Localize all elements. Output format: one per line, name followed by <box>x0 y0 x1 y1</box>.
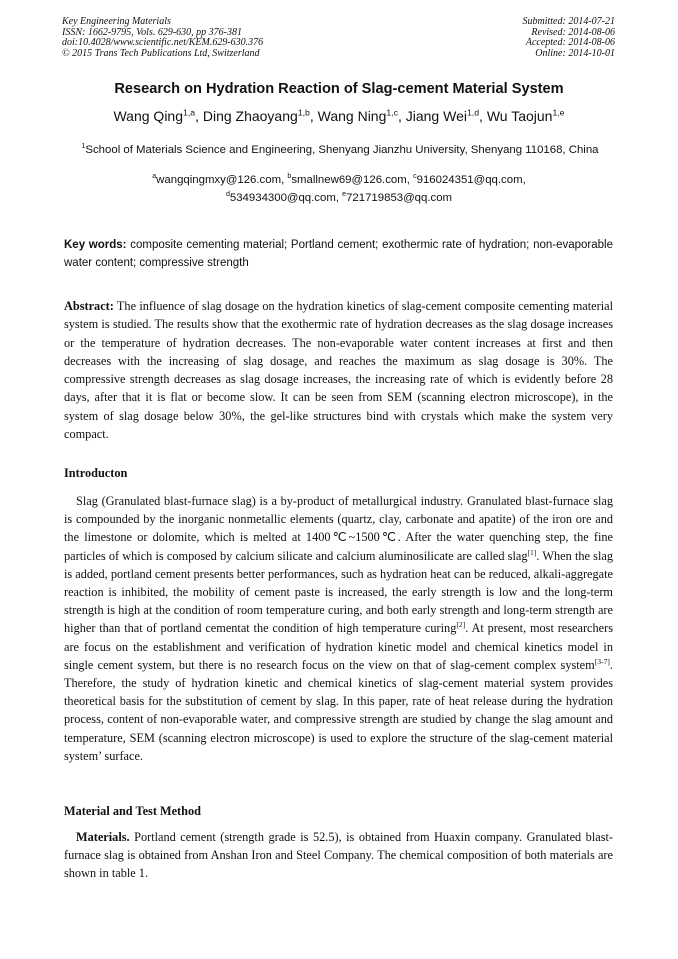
author-separator: , <box>309 107 318 124</box>
submitted-date: Submitted: 2014-07-21 <box>522 16 615 27</box>
email-sup: e <box>342 191 347 198</box>
author-sup: 1,a <box>183 107 196 117</box>
email-line <box>0 173 678 186</box>
dates-info <box>523 17 616 59</box>
author-name: Wang Ning <box>317 107 387 124</box>
abstract <box>64 297 613 443</box>
section-heading-introduction: Introducton <box>64 466 128 480</box>
paper-title: Research on Hydration Reaction of Slag-cement Material System <box>114 81 564 97</box>
email-separator: , <box>281 173 288 186</box>
affiliation-sup: 1 <box>81 143 86 150</box>
email-address: 721719853@qq.com <box>346 191 453 204</box>
journal-info <box>62 17 263 59</box>
abstract-text: The influence of slag dosage on the hydration kinetics of slag-cement composite cementing material system is studied. The results show that the exothermic rate of hydration decreases as the slag dosage increases or the temperature of hydration decreases. The non-evaporable water content increases at first and then decreases with the increasing of slag dosage, and reaches the maximum as slag dosage is 30%. The compressive strength decreases as slag dosage increases, the increasing rate of which is evidently before 28 days, after that it is flat or become slow. It can be seen from SEM (scanning electron microscope), in the system of slag dosage below 30%, the gel-like structures bind with crystals which make the system very compact. <box>64 299 613 442</box>
introduction-paragraph <box>64 492 613 765</box>
paragraph-text: . When the slag is added, portland cement presents better performances, such as hydration heat can be reduced, alkali-aggregate reaction is inhibited, the mobility of cement paste is increased, the early strength is low and the long-term strength is high at the condition of room temperature curing, and both early strength and long-term strength are higher than that of portland cementat the condition of high temperature curing <box>64 548 613 636</box>
author <box>113 108 202 124</box>
email-address: 534934300@qq.com <box>229 191 336 204</box>
email-separator: , <box>406 173 414 186</box>
citation: [1] <box>527 547 537 557</box>
online-date: Online: 2014-10-01 <box>535 47 615 59</box>
section-heading-materials: Material and Test Method <box>64 804 201 818</box>
email-separator: , <box>335 191 343 204</box>
citation: [2] <box>456 620 466 630</box>
author <box>203 108 318 124</box>
keywords-label: Key words: <box>64 239 127 251</box>
keywords <box>64 236 613 272</box>
author-separator: , <box>195 107 203 124</box>
email-sup: a <box>152 173 157 180</box>
keywords-text: composite cementing material; Portland cement; exothermic rate of hydration; non-evaporable water content; compressive strength <box>64 239 613 269</box>
author-separator: , <box>397 107 406 124</box>
paragraph-text: Portland cement (strength grade is 52.5), is obtained from Huaxin company. Granulated blast-furnace slag is obtained from Anshan Iron and Steel Company. The chemical composition of both materials are shown in table 1. <box>64 830 614 881</box>
email-sup: c <box>413 173 417 180</box>
email-separator: , <box>522 173 526 186</box>
citation: [3-7] <box>594 656 610 666</box>
author-list <box>0 107 678 124</box>
copyright-line: © 2015 Trans Tech Publications Ltd, Switzerland <box>62 47 260 59</box>
materials-paragraph <box>64 828 613 883</box>
doi-line: doi:10.4028/www.scientific.net/KEM.629-630.376 <box>62 37 264 48</box>
author <box>487 108 565 124</box>
paragraph-text: . Therefore, the study of hydration kinetic and chemical kinetics of slag-cement material system provides theoretical basis for the substitution of cement by slag. In this paper, rate of heat release during the hydration process, content of non-evaporable water, and compressive strength are studied by change the slag amount and temperature, SEM (scanning electron microscope) is used to explore the structure of the slag-cement material system’ surface. <box>64 657 613 763</box>
materials-label: Materials. <box>76 830 130 844</box>
abstract-label: Abstract: <box>64 299 114 313</box>
affiliation <box>80 138 600 159</box>
author-sup: 1,c <box>386 107 398 117</box>
author-name: Wang Qing <box>113 107 183 124</box>
author-name: Ding Zhaoyang <box>202 107 298 124</box>
revised-date: Revised: 2014-08-06 <box>531 26 615 38</box>
paragraph-text: . At present, most researchers are focus on the establishment and verification of hydration kinetic model and chemical kinetics model in single cement system, but there is no research focus on the view on that of slag-cement complex system <box>64 621 613 672</box>
paragraph-text: Slag (Granulated blast-furnace slag) is a by-product of metallurgical industry. Granulated blast-furnace slag is compounded by the inorganic nonmetallic elements (quartz, clay, carbonate and apatite) of the iron ore and the limestone or dolomite, which is melted at 1400℃~1500℃. After the water quenching step, the fine particles of which is composed by calcium silicate and calcium aluminosilicate are called slag <box>64 494 613 563</box>
author <box>406 108 487 124</box>
author-sup: 1,e <box>552 107 565 117</box>
email-address: 916024351@qq.com <box>416 173 523 186</box>
author <box>318 108 406 124</box>
email-sup: b <box>287 173 292 180</box>
email-address: smallnew69@126.com <box>291 173 407 186</box>
author-separator: , <box>479 107 487 124</box>
affiliation-text: School of Materials Science and Engineering, Shenyang Jianzhu University, Shenyang 110168, China <box>85 143 599 156</box>
author-name: Wu Taojun <box>486 107 553 124</box>
issn-line: ISSN: 1662-9795, Vols. 629-630, pp 376-381 <box>62 26 242 38</box>
journal-name: Key Engineering Materials <box>62 16 171 27</box>
email-line <box>0 191 678 204</box>
email-sup: d <box>225 191 230 198</box>
author-name: Jiang Wei <box>405 107 467 124</box>
accepted-date: Accepted: 2014-08-06 <box>525 37 615 48</box>
author-sup: 1,b <box>297 107 310 117</box>
email-address: wangqingmxy@126.com <box>156 173 282 186</box>
author-sup: 1,d <box>466 107 480 117</box>
